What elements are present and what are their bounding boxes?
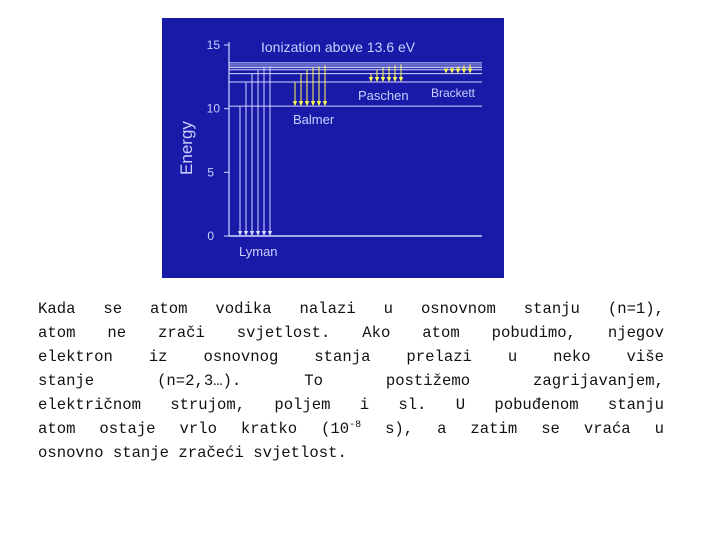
- series-label-brackett: Brackett: [431, 86, 476, 100]
- series-label-paschen: Paschen: [358, 88, 409, 103]
- caption-exponent: -8: [349, 419, 362, 431]
- caption-line: [38, 417, 664, 441]
- caption-line: atom ne zrači svjetlost. Ako atom pobudimo, njegov: [38, 324, 664, 342]
- tick-label: 0: [207, 229, 214, 243]
- caption-line: stanje (n=2,3…). To postižemo zagrijavanjem,: [38, 372, 664, 390]
- caption-fragment: s), a zatim se vraća u: [361, 420, 664, 438]
- caption-fragment: atom ostaje vrlo kratko (10: [38, 420, 350, 438]
- caption-text: [38, 297, 664, 465]
- series-label-balmer: Balmer: [293, 112, 335, 127]
- ionization-label: Ionization above 13.6 eV: [261, 39, 416, 55]
- axis-label-energy: Energy: [177, 121, 196, 175]
- energy-level-diagram: [162, 18, 504, 278]
- series-label-lyman: Lyman: [239, 244, 278, 259]
- tick-label: 10: [206, 101, 220, 116]
- caption-line: Kada se atom vodika nalazi u osnovnom stanju (n=1),: [38, 300, 664, 318]
- caption-line: osnovno stanje zračeći svjetlost.: [38, 444, 347, 462]
- tick-label: 15: [206, 38, 220, 52]
- tick-label: 5: [207, 165, 214, 180]
- caption-line: električnom strujom, poljem i sl. U pobuđenom stanju: [38, 396, 664, 414]
- caption-line: elektron iz osnovnog stanja prelazi u neko više: [38, 348, 664, 366]
